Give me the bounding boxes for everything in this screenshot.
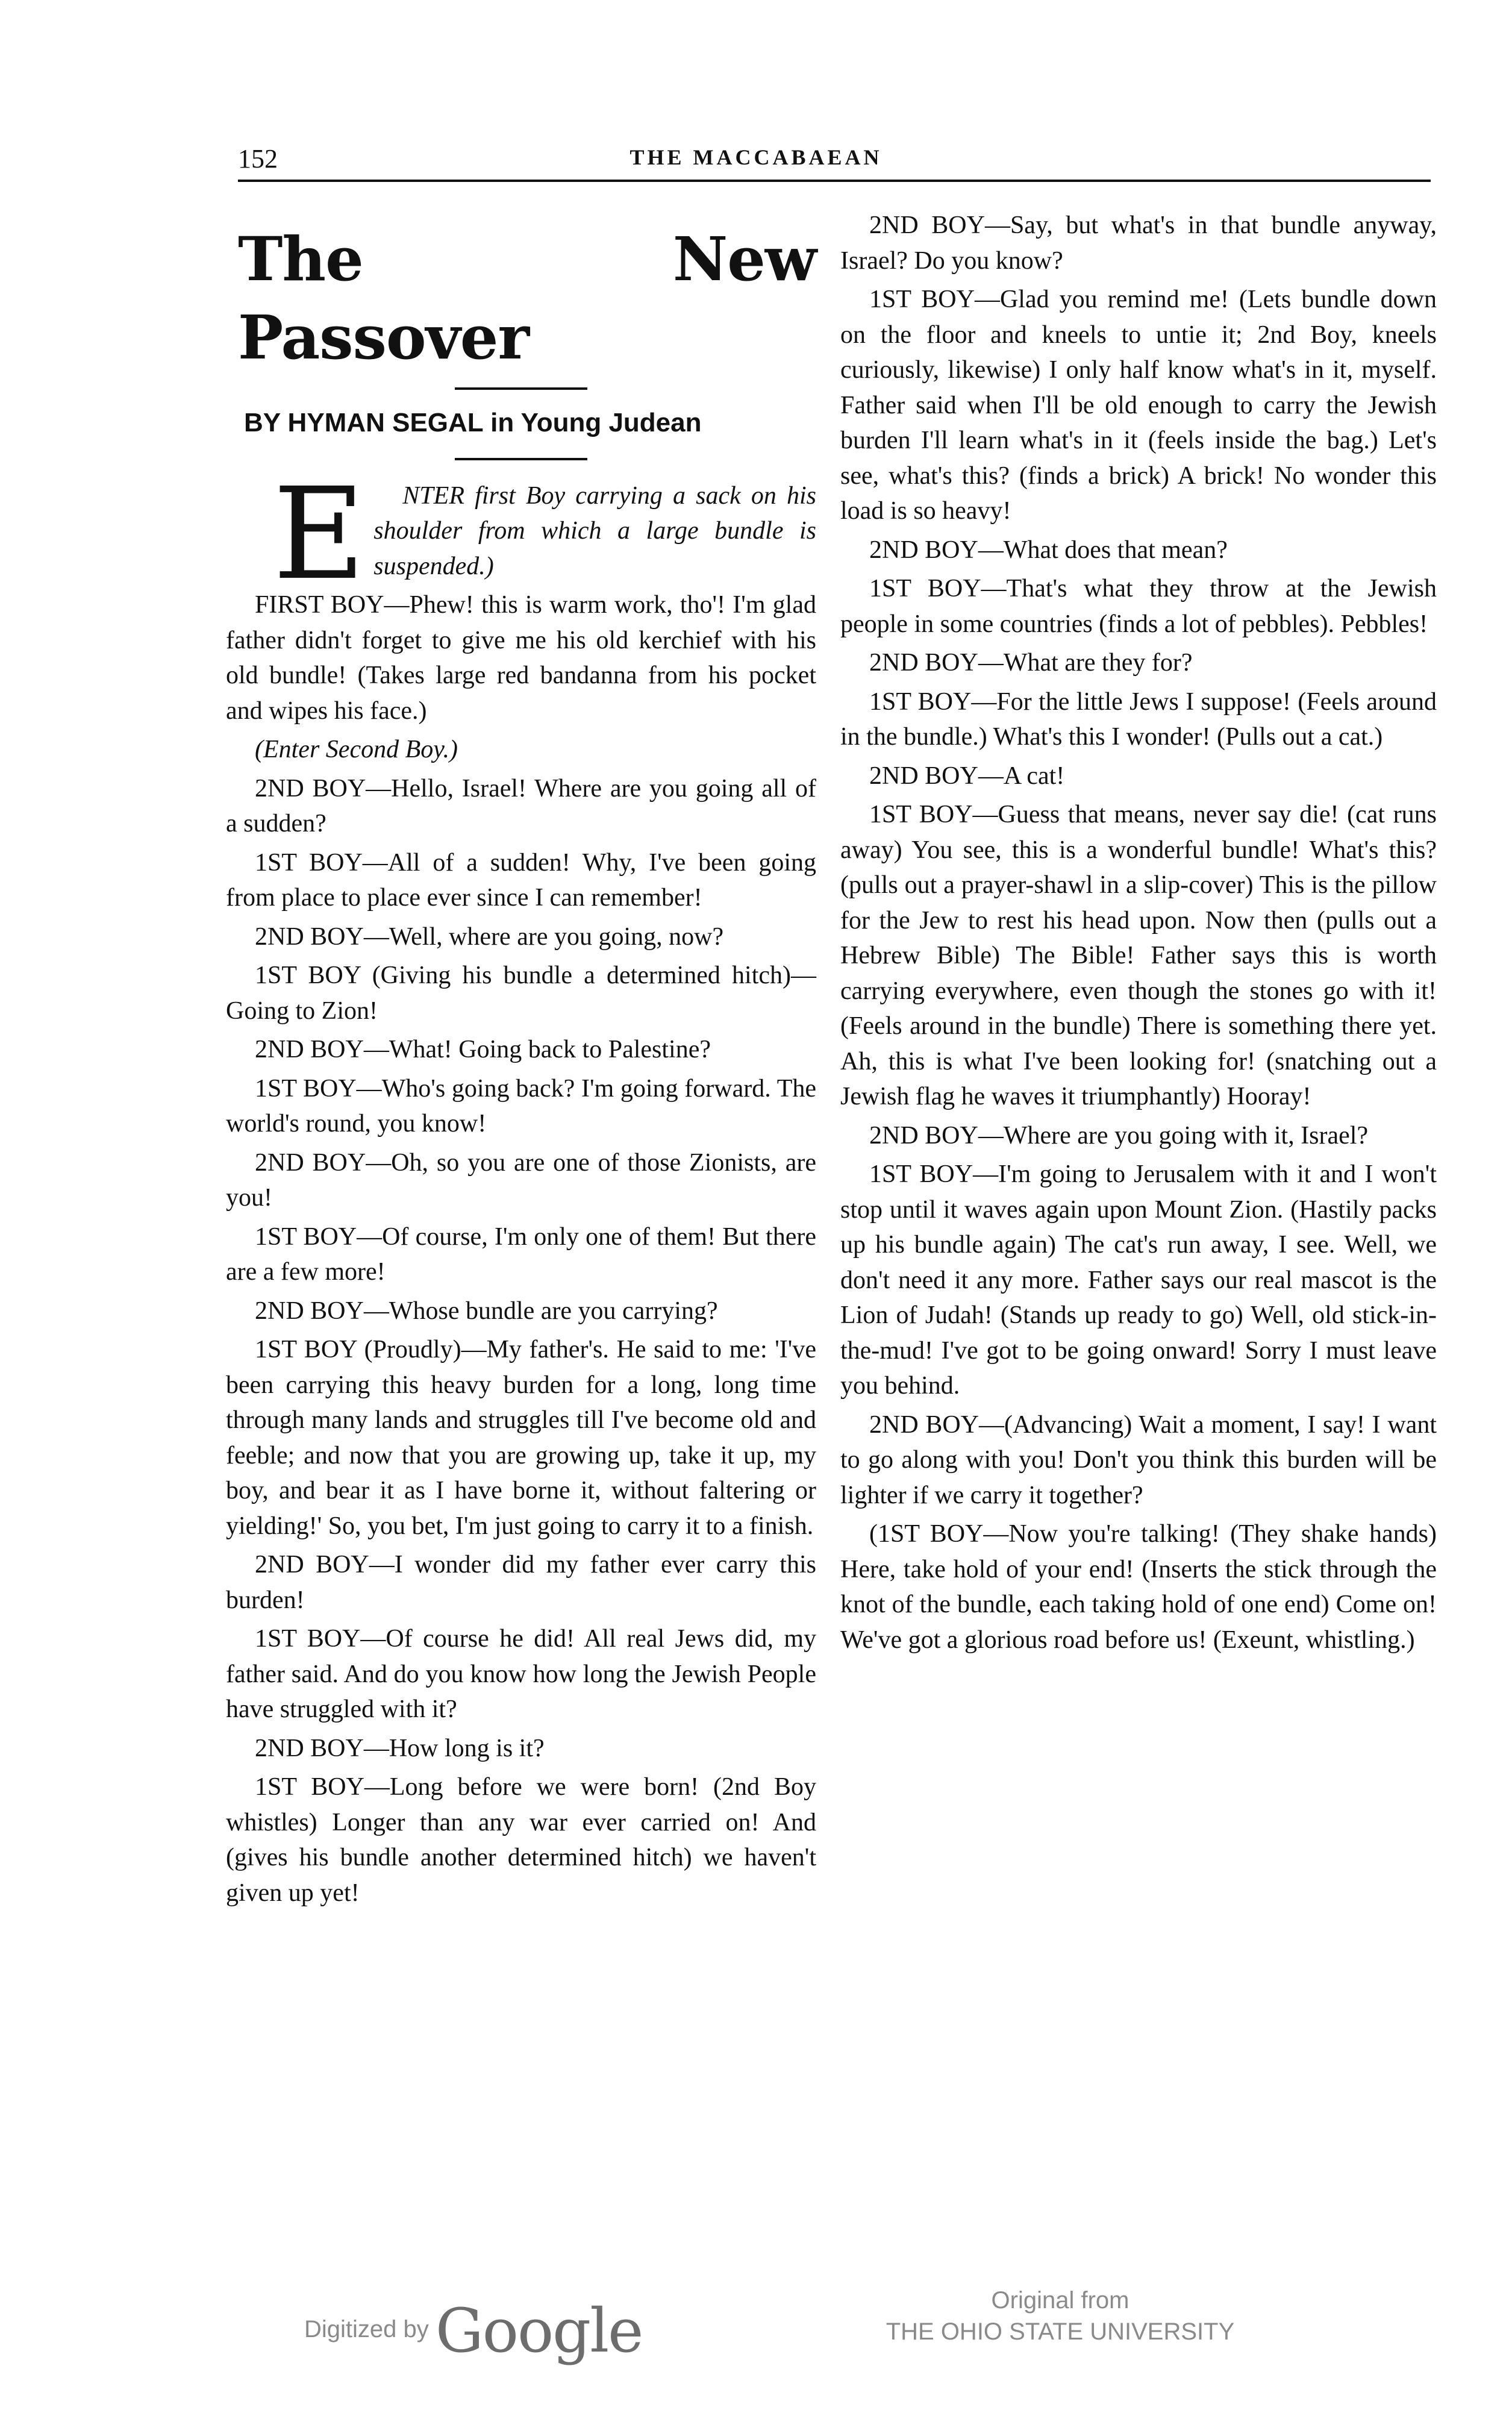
right-column (840, 208, 1437, 1657)
dialogue-paragraph: 2ND BOY—What! Going back to Palestine? (255, 1036, 711, 1063)
dialogue-paragraph: FIRST BOY—Phew! this is warm work, tho'! I'm glad father didn't forget to give me his old kerchief with his old bundle! (Takes large red bandanna from his pocket and wipes his face.) (226, 591, 816, 725)
google-logo: Google (435, 2296, 643, 2366)
dialogue-paragraph: 2ND BOY—A cat! (869, 762, 1065, 790)
intro-text: NTER first Boy carrying a sack on his shoulder from which a large bundle is suspended.) (373, 481, 816, 580)
byline: BY HYMAN SEGAL in Young Judean (244, 408, 702, 437)
dialogue-paragraph: (Enter Second Boy.) (255, 736, 458, 763)
header-rule (238, 180, 1431, 182)
dialogue-paragraph: 1ST BOY—Long before we were born! (2nd Boy whistles) Longer than any war ever carried on! And (gives his bundle another determined hitch) we haven't given up yet! (226, 1773, 816, 1907)
university-label: THE OHIO STATE UNIVERSITY (886, 2318, 1235, 2345)
title-rule (455, 387, 587, 390)
dialogue-paragraph: 1ST BOY—Glad you remind me! (Lets bundle down on the floor and kneels to untie it; 2nd Boy, kneels curiously, likewise) I only half know what's in it, myself. Father said when I'll be old enough to carry the Jewish burden I'll learn what's in it (feels inside the bag.) Let's see, what's this? (finds a brick) A brick! No wonder this load is so heavy! (840, 286, 1437, 525)
dialogue-paragraph: 2ND BOY—What does that mean? (869, 536, 1228, 564)
dialogue-paragraph: 1ST BOY (Giving his bundle a determined hitch)—Going to Zion! (226, 962, 816, 1025)
source-attribution (849, 2285, 1271, 2347)
dialogue-paragraph: 1ST BOY—Of course, I'm only one of them! But there are a few more! (226, 1222, 816, 1286)
stage-direction-intro (226, 460, 816, 608)
dialogue-paragraph: 2ND BOY—I wonder did my father ever carry this burden! (226, 1551, 816, 1614)
dialogue-paragraph: 2ND BOY—Whose bundle are you carrying? (255, 1297, 718, 1325)
digitized-by-label: Digitized by (304, 2316, 429, 2343)
byline-rule (455, 458, 587, 460)
dialogue-paragraph: 1ST BOY—I'm going to Jerusalem with it and I won't stop until it waves again upon Mount Zion. (Hastily packs up his bundle again) The cat's run away, I see. Well, we don't need it any more. Father says our real mascot is the Lion of Judah! (Stands up ready to go) Well, old stick-in-the-mud! I've got to be going onward! Sorry I must leave you behind. (840, 1160, 1437, 1400)
dialogue-paragraph: 1ST BOY—That's what they throw at the Jewish people in some countries (finds a lot of pebbles). Pebbles! (840, 575, 1437, 638)
dialogue-paragraph: 1ST BOY—For the little Jews I suppose! (Feels around in the bundle.) What's this I wonder! (Pulls out a cat.) (840, 687, 1437, 751)
dialogue-paragraph: 2ND BOY—What are they for? (869, 649, 1193, 677)
dialogue-paragraph: 2ND BOY—Hello, Israel! Where are you going all of a sudden? (226, 774, 816, 837)
dialogue-paragraph: 2ND BOY—Oh, so you are one of those Zionists, are you! (226, 1148, 816, 1212)
dialogue-paragraph: 2ND BOY—Well, where are you going, now? (255, 922, 724, 951)
drop-cap: E (273, 460, 366, 608)
digitized-by-watermark (304, 2296, 642, 2366)
article-title: The New Passover (238, 224, 816, 373)
dialogue-paragraph: 2ND BOY—Say, but what's in that bundle anyway, Israel? Do you know? (840, 211, 1437, 275)
dialogue-paragraph: (1ST BOY—Now you're talking! (They shake hands) Here, take hold of your end! (Inserts the stick through the knot of the bundle, each taking hold of one end) Come on! We've got a glorious road before us! (Exeunt, whistling.) (840, 1520, 1437, 1654)
dialogue-paragraph: 1ST BOY—Who's going back? I'm going forward. The world's round, you know! (226, 1074, 816, 1138)
dialogue-paragraph: 2ND BOY—Where are you going with it, Israel? (869, 1121, 1369, 1150)
dialogue-paragraph: 2ND BOY—(Advancing) Wait a moment, I say! I want to go along with you! Don't you think this burden will be lighter if we carry it together? (840, 1410, 1437, 1509)
original-from-label: Original from (991, 2287, 1129, 2314)
dialogue-paragraph: 1ST BOY—Guess that means, never say die! (cat runs away) You see, this is a wonderful bundle! What's this? (pulls out a prayer-shawl in a slip-cover) This is the pillow for the Jew to rest his head upon. Now then (pulls out a Hebrew Bible) The Bible! Father says this is worth carrying everywhere, even though the stones go with it! (Feels around in the bundle) There is something there yet. Ah, this is what I've been looking for! (snatching out a Jewish flag he waves it triumphantly) Hooray! (840, 801, 1437, 1110)
dialogue-paragraph: 1ST BOY—Of course he did! All real Jews did, my father said. And do you know how long the Jewish People have struggled with it? (226, 1625, 816, 1723)
left-column (226, 208, 816, 1911)
running-head: THE MACCABAEAN (629, 145, 883, 169)
dialogue-paragraph: 1ST BOY (Proudly)—My father's. He said to me: 'I've been carrying this heavy burden for a long, long time through many lands and struggles till I've become old and feeble; and now that you are growing up, take it up, my boy, and bear it as I have borne it, without faltering or yielding!' So, you bet, I'm just going to carry it to a finish. (226, 1336, 816, 1540)
page-number: 152 (238, 144, 278, 174)
dialogue-paragraph: 1ST BOY—All of a sudden! Why, I've been going from place to place ever since I can remember! (226, 848, 816, 912)
dialogue-paragraph: 2ND BOY—How long is it? (255, 1734, 545, 1762)
